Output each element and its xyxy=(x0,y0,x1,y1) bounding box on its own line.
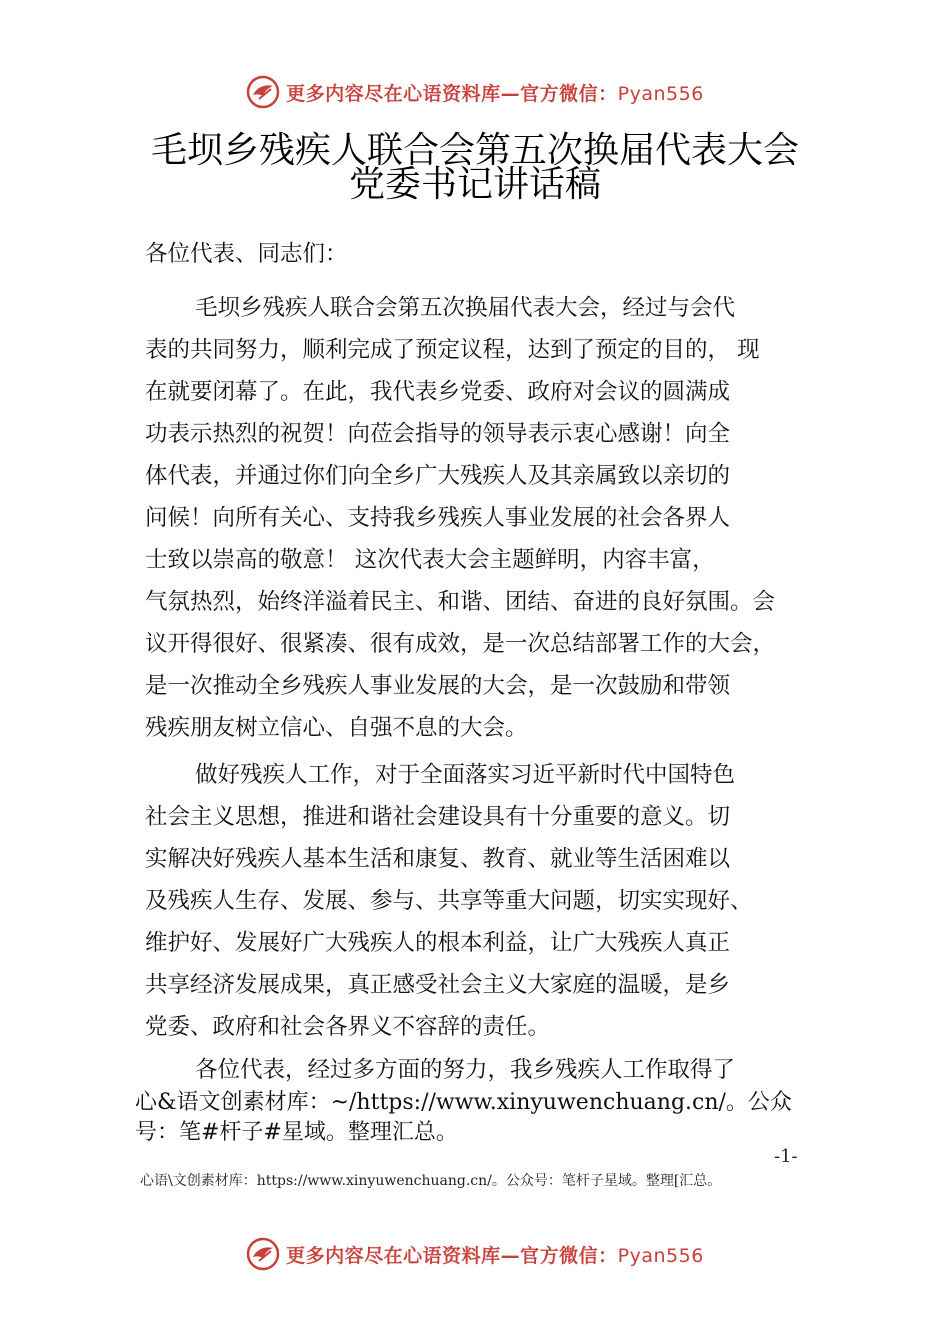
paragraph-line: 气氛热烈，始终洋溢着民主、和谐、团结、奋进的良好氛围。会 xyxy=(145,589,776,615)
paragraph-line: 共享经济发展成果，真正感受社会主义大家庭的温暖，是乡 xyxy=(145,972,731,998)
header-banner xyxy=(0,70,950,114)
paragraph-line: 各位代表，经过多方面的努力，我乡残疾人工作取得了 xyxy=(195,1057,736,1083)
dove-seal-icon xyxy=(246,1237,280,1271)
paragraph-line: 毛坝乡残疾人联合会第五次换届代表大会，经过与会代 xyxy=(195,295,736,321)
salutation: 各位代表、同志们： xyxy=(145,241,348,267)
banner-text: 更多内容尽在心语资料库—官方微信：Pyan556 xyxy=(286,1244,704,1267)
source-note-line-1: 心&语文创素材库：~/https://www.xinyuwenchuang.cn/。公众 xyxy=(135,1090,792,1115)
paragraph-line: 维护好、发展好广大残疾人的根本利益，让广大残疾人真正 xyxy=(145,930,731,956)
document-title-line-2: 党委书记讲话稿 xyxy=(348,164,601,205)
paragraph-line: 党委、政府和社会各界义不容辞的责任。 xyxy=(145,1014,551,1040)
paragraph-line: 表的共同努力，顺利完成了预定议程，达到了预定的目的， 现 xyxy=(145,337,760,363)
paragraph-line: 体代表，并通过你们向全乡广大残疾人及其亲属致以亲切的 xyxy=(145,463,731,489)
paragraph-line: 残疾朋友树立信心、自强不息的大会。 xyxy=(145,715,528,741)
paragraph-line: 问候！向所有关心、支持我乡残疾人事业发展的社会各界人 xyxy=(145,505,731,531)
paragraph-line: 做好残疾人工作，对于全面落实习近平新时代中国特色 xyxy=(195,762,736,788)
footer-note: 心语\文创素材库：https://www.xinyuwenchuang.cn/。公众号：笔杆子星域。整理[汇总。 xyxy=(140,1173,722,1189)
paragraph-line: 士致以崇高的敬意！ 这次代表大会主题鲜明，内容丰富， xyxy=(145,547,715,573)
paragraph-line: 功表示热烈的祝贺！向莅会指导的领导表示衷心感谢！向全 xyxy=(145,421,731,447)
paragraph-line: 是一次推动全乡残疾人事业发展的大会，是一次鼓励和带领 xyxy=(145,673,731,699)
dove-seal-icon xyxy=(246,75,280,109)
paragraph-line: 议开得很好、很紧凑、很有成效，是一次总结部署工作的大会， xyxy=(145,631,776,657)
document-title-line-1: 毛坝乡残疾人联合会第五次换届代表大会 xyxy=(150,130,799,171)
paragraph-line: 及残疾人生存、发展、参与、共享等重大问题，切实实现好、 xyxy=(145,888,753,914)
banner-text: 更多内容尽在心语资料库—官方微信：Pyan556 xyxy=(286,82,704,105)
footer-banner xyxy=(0,1232,950,1276)
source-note-line-2: 号：笔#杆子#星域。整理汇总。 xyxy=(135,1120,458,1145)
paragraph-line: 实解决好残疾人基本生活和康复、教育、就业等生活困难以 xyxy=(145,846,731,872)
page-number: -1- xyxy=(774,1146,798,1167)
paragraph-line: 在就要闭幕了。在此，我代表乡党委、政府对会议的圆满成 xyxy=(145,379,731,405)
paragraph-line: 社会主义思想，推进和谐社会建设具有十分重要的意义。切 xyxy=(145,804,731,830)
